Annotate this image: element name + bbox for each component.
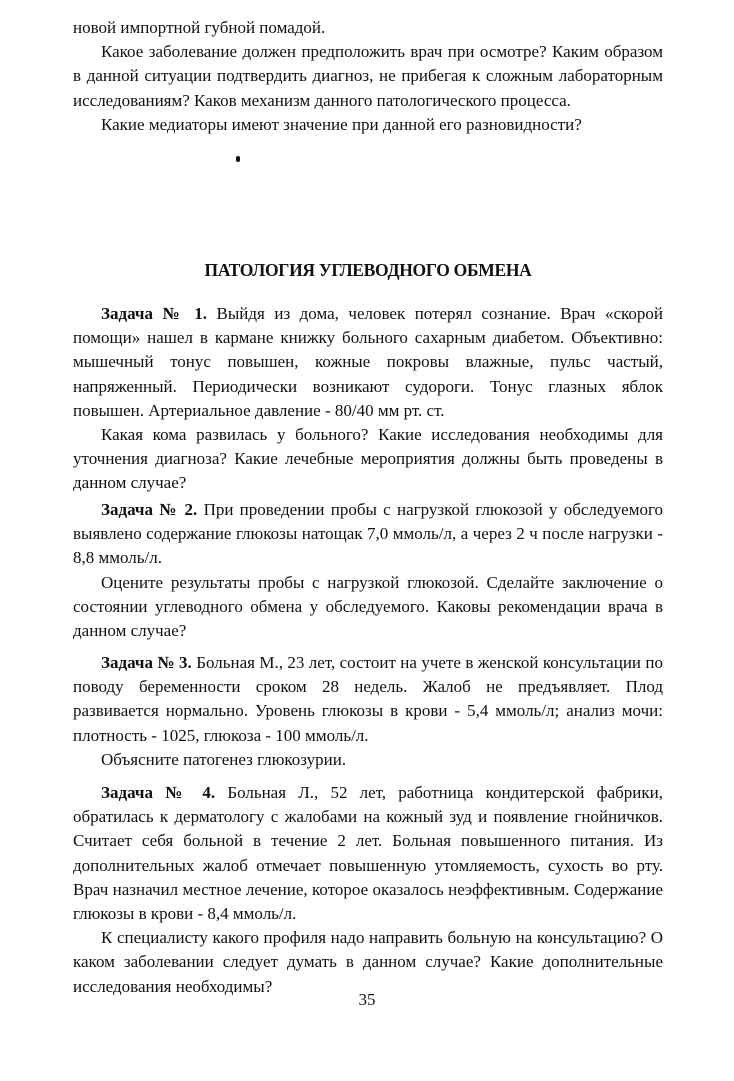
task-4: [73, 781, 663, 999]
task-question: Оцените результаты пробы с нагрузкой глюкозой. Сделайте заключение о состоянии углеводного обмена у обследуемого. Каковы рекомендации врача в данном случае?: [73, 572, 663, 641]
task-1: [73, 302, 663, 496]
intro-question-mediators: Какие медиаторы имеют значение при данной его разновидности?: [101, 114, 582, 134]
task-text: Больная М., 23 лет, состоит на учете в женской консультации по поводу беременности сроком 28 недель. Жалоб не предъявляет. Плод развивается нормально. Уровень глюкозы в крови - 5,4 ммоль/л; анализ мочи: плотность - 1025, глюкоза - 100 ммоль/л.: [73, 653, 664, 745]
task-label: Задача № 4.: [101, 783, 216, 802]
task-text: Больная Л., 52 лет, работница кондитерской фабрики, обратилась к дерматологу с жалобами на кожный зуд и появление гнойничков. Считает себя больной в течение 2 лет. Больная повышенного питания. Из дополнительных жалоб отмечает повышенную утомляемость, сухость во рту. Врач назначил местное лечение, которое оказалось неэффективным. Содержание глюкозы в крови - 8,4 ммоль/л.: [73, 783, 664, 924]
task-question: Объясните патогенез глюкозурии.: [101, 749, 347, 769]
task-text: Выйдя из дома, человек потерял сознание. Врач «скорой помощи» нашел в кармане книжку больного сахарным диабетом. Объективно: мышечный тонус повышен, кожные покровы влажные, пульс частый, напряженный. Периодически возникают судороги. Тонус глазных яблок повышен. Артериальное давление - 80/40 мм рт. ст.: [73, 304, 664, 420]
task-question: Какая кома развилась у больного? Какие исследования необходимы для уточнения диагноза? Какие лечебные мероприятия должны быть проведены в данном случае?: [73, 425, 663, 493]
section-title: ПАТОЛОГИЯ УГЛЕВОДНОГО ОБМЕНА: [204, 260, 532, 280]
print-speck: [236, 156, 240, 162]
intro-line: новой импортной губной помадой.: [73, 18, 326, 37]
section: [73, 258, 663, 282]
task-3: [73, 651, 663, 772]
intro-question: Какое заболевание должен предположить врач при осмотре? Каким образом в данной ситуации подтвердить диагноз, не прибегая к сложным лабораторным исследованиям? Каков механизм данного патологического процесса.: [73, 42, 663, 110]
task-text: При проведении пробы с нагрузкой глюкозой у обследуемого выявлено содержание глюкозы натощак 7,0 ммоль/л, а через 2 ч после нагрузки - 8,8 ммоль/л.: [73, 500, 664, 568]
task-question: К специалисту какого профиля надо направить больную на консультацию? О каком заболевании следует думать в данном случае? Какие дополнительные исследования необходимы?: [73, 928, 663, 996]
task-2: [73, 498, 663, 643]
task-label: Задача № 3.: [101, 653, 192, 672]
task-label: Задача № 1.: [101, 304, 208, 323]
intro-block: [73, 16, 663, 137]
task-label: Задача № 2.: [101, 500, 198, 519]
page-number: 35: [358, 990, 376, 1009]
